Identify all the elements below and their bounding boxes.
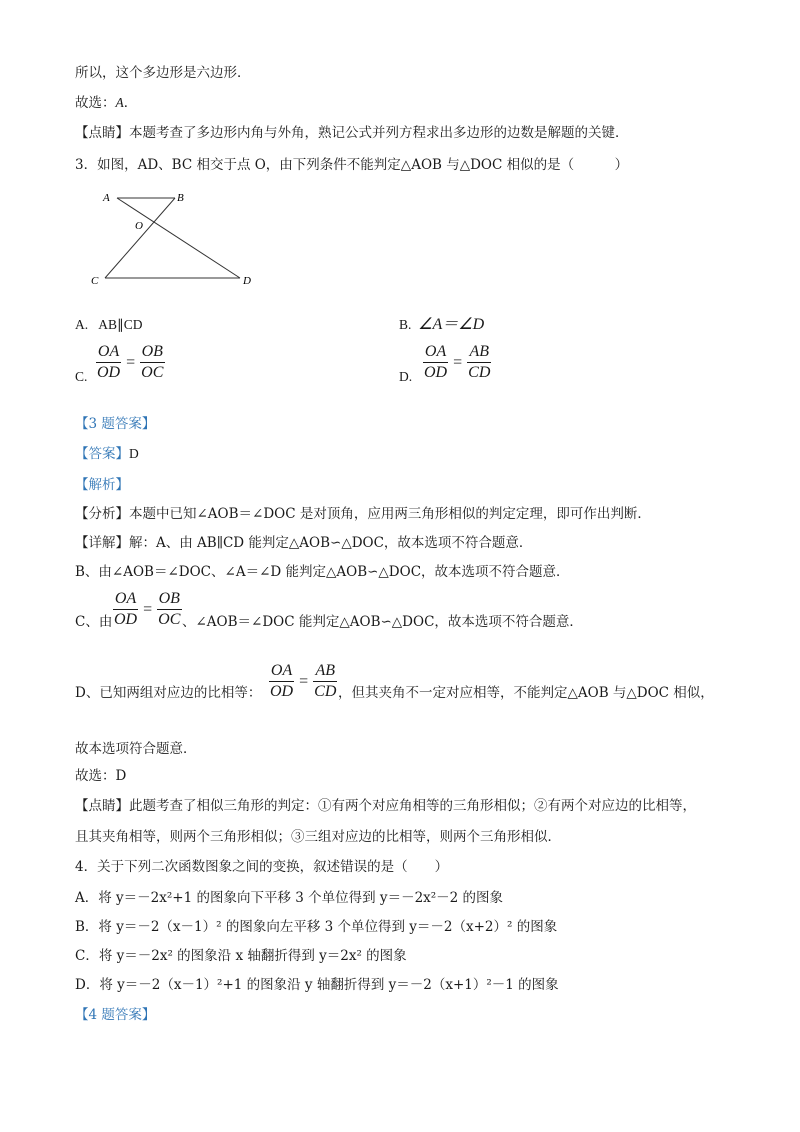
segment-bc xyxy=(105,198,175,278)
option-a-text: AB∥CD xyxy=(98,317,143,332)
frac-den: CD xyxy=(314,683,337,700)
choose-label: 故选： xyxy=(75,95,116,111)
frac-num: OA xyxy=(269,662,294,682)
fenxi-text: 本题中已知∠AOB＝∠DOC 是对顶角，应用两三角形相似的判定定理，即可作出判断． xyxy=(129,506,651,522)
jiexi-tag: 【解析】 xyxy=(75,477,129,493)
frac-num: OA xyxy=(113,590,138,610)
answer-tag: 【答案】 xyxy=(75,446,129,462)
frac-den: OD xyxy=(424,364,448,381)
frac-num: OB xyxy=(157,590,182,610)
option-a xyxy=(75,316,143,334)
choose-d: 故选：D xyxy=(75,768,127,784)
label-b: B xyxy=(177,192,184,204)
dianjing-line-2: 且其夹角相等，则两个三角形相似；③三组对应边的比相等，则两个三角形相似． xyxy=(75,829,561,845)
question-4-option-b: B．将 y＝－2（x－1）² 的图象向左平移 3 个单位得到 y＝－2（x+2）² 的图象 xyxy=(75,919,558,935)
explain-d-cont: 故本选项符合题意． xyxy=(75,741,197,757)
option-c-letter: C. xyxy=(75,369,88,384)
frac-num: AB xyxy=(313,662,337,682)
answer-3-header: 【3 题答案】 xyxy=(75,416,156,432)
answer-4-header: 【4 题答案】 xyxy=(75,1007,156,1023)
question-4-option-a: A．将 y＝－2x²+1 的图象向下平移 3 个单位得到 y＝－2x²－2 的图象 xyxy=(75,890,504,906)
question-4-option-c: C．将 y＝－2x² 的图象沿 x 轴翻折得到 y＝2x² 的图象 xyxy=(75,948,407,964)
frac-eq: = xyxy=(143,600,153,618)
explain-d-post: ，但其夹角不一定对应相等，不能判定△AOB 与△DOC 相似， xyxy=(338,685,714,701)
frac-den: CD xyxy=(468,364,491,381)
option-c-fraction xyxy=(95,343,165,382)
frac-eq: = xyxy=(299,672,309,690)
frac-num: OB xyxy=(140,343,165,363)
xiangjie-line xyxy=(75,534,532,552)
answer-value: D xyxy=(129,446,139,461)
label-a: A xyxy=(103,192,110,204)
option-d-fraction xyxy=(422,343,492,382)
option-b-text: ∠A＝∠D xyxy=(418,316,485,333)
segment-ad xyxy=(117,198,240,278)
explain-c-post: 、∠AOB＝∠DOC 能判定△AOB∽△DOC，故本选项不符合题意． xyxy=(182,614,583,630)
frac-num: AB xyxy=(467,343,491,363)
explain-d-pre: D、已知两组对应边的比相等： xyxy=(75,685,262,701)
answer-line xyxy=(75,445,139,463)
frac-num: OA xyxy=(423,343,448,363)
frac-den: OC xyxy=(158,611,181,628)
fenxi-line xyxy=(75,505,651,523)
dianjing-line-1: 【点睛】此题考查了相似三角形的判定：①有两个对应角相等的三角形相似；②有两个对应边的比相等， xyxy=(75,798,696,814)
option-d-letter: D. xyxy=(399,369,413,384)
explain-c-pre: C、由 xyxy=(75,614,113,630)
option-b xyxy=(399,316,484,334)
triangle-figure xyxy=(85,186,265,290)
question-4-option-d: D．将 y＝－2（x－1）²+1 的图象沿 y 轴翻折得到 y＝－2（x+1）²－1 的图象 xyxy=(75,977,559,993)
frac-eq: = xyxy=(126,353,136,371)
frac-num: OA xyxy=(96,343,121,363)
label-d: D xyxy=(243,275,251,287)
choose-period: ． xyxy=(123,95,138,111)
line-conclusion: 所以，这个多边形是六边形． xyxy=(75,65,251,81)
label-c: C xyxy=(91,275,99,287)
frac-den: OD xyxy=(114,611,138,628)
frac-eq: = xyxy=(453,353,463,371)
option-b-letter: B. xyxy=(399,317,412,332)
option-a-letter: A. xyxy=(75,317,89,332)
frac-den: OD xyxy=(270,683,294,700)
question-3-stem: 3．如图，AD、BC 相交于点 O，由下列条件不能判定△AOB 与△DOC 相似的是（ ） xyxy=(75,157,629,173)
explain-c-fraction xyxy=(112,590,182,629)
frac-den: OD xyxy=(97,364,121,381)
choose-value: A xyxy=(115,95,124,110)
line-choose-a xyxy=(75,94,137,112)
question-4-stem: 4．关于下列二次函数图象之间的变换，叙述错误的是（ ） xyxy=(75,859,449,875)
xiangjie-text: 解：A、由 AB∥CD 能判定△AOB∽△DOC，故本选项不符合题意． xyxy=(129,535,533,551)
fenxi-tag: 【分析】 xyxy=(75,506,129,522)
explain-b: B、由∠AOB＝∠DOC、∠A＝∠D 能判定△AOB∽△DOC，故本选项不符合题意． xyxy=(75,564,570,580)
xiangjie-tag: 【详解】 xyxy=(75,535,129,551)
explain-d-fraction xyxy=(268,662,338,701)
line-dianjing-q2: 【点睛】本题考查了多边形内角与外角，熟记公式并列方程求出多边形的边数是解题的关键． xyxy=(75,125,629,141)
label-o: O xyxy=(135,220,143,232)
frac-den: OC xyxy=(141,364,164,381)
